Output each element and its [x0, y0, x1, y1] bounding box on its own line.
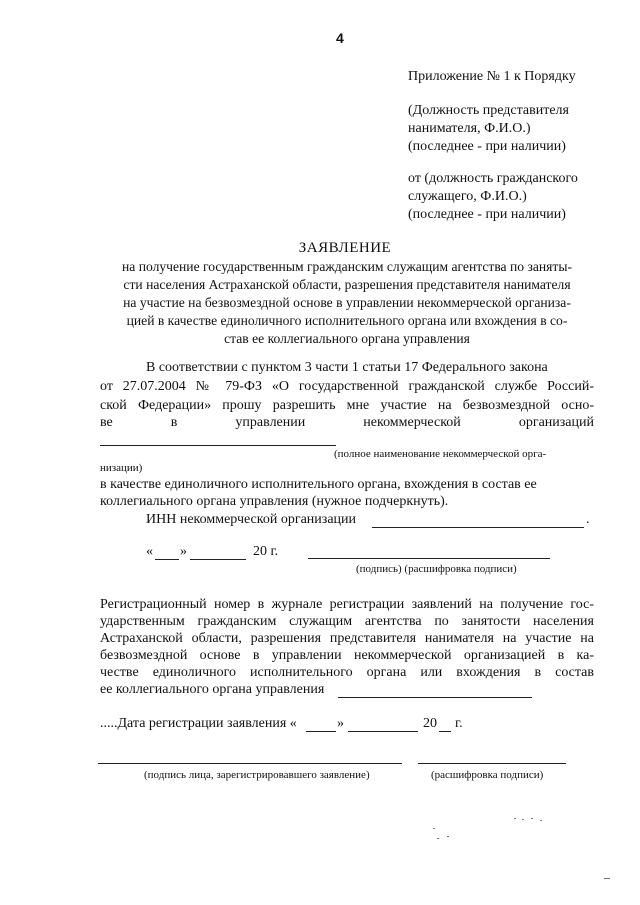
- sender-block: [408, 170, 578, 224]
- reg-date-year: 20: [423, 716, 437, 731]
- body-line: коллегиального органа управления (нужное подчеркнуть).: [100, 494, 449, 509]
- addressee-line: нанимателя, Ф.И.О.): [408, 121, 531, 136]
- subject-line: став ее коллегиального органа управления: [224, 331, 470, 346]
- addressee-block: [408, 102, 569, 156]
- inn-label: ИНН некоммерческой организации: [146, 512, 357, 527]
- body-line: ской Федерации» прошу разрешить мне участие на безвозмездной осно-: [100, 398, 594, 413]
- reg-year-field[interactable]: [439, 731, 451, 732]
- subject-line: на участие на безвозмездной основе в управлении некоммерческой организа-: [123, 295, 571, 310]
- page-number: 4: [336, 30, 344, 46]
- registration-line: ее коллегиального органа управления: [100, 682, 325, 697]
- scan-speck: [604, 878, 610, 879]
- subject-line: цией в качестве единоличного исполнительного органа или вхождения в со-: [126, 313, 568, 328]
- registration-line: Регистрационный номер в журнале регистрации заявлений на получение гос-: [100, 597, 594, 612]
- scan-speck: [447, 836, 449, 837]
- date-close-quote: »: [180, 544, 187, 559]
- registration-line: Астраханской области, разрешения представителя нанимателя на участие на: [100, 631, 594, 646]
- sender-line: служащего, Ф.И.О.): [408, 189, 527, 204]
- reg-month-field[interactable]: [348, 731, 418, 732]
- inn-field[interactable]: [372, 527, 584, 528]
- registrar-signature-field[interactable]: [98, 763, 402, 764]
- registration-line: ударственным гражданским служащим агентства по занятости населения: [100, 614, 594, 629]
- body-line: ве в управлении некоммерческой организаций: [100, 415, 594, 430]
- addressee-line: (Должность представителя: [408, 103, 569, 118]
- scan-speck: [437, 838, 439, 839]
- appendix-reference: Приложение № 1 к Порядку: [408, 69, 576, 84]
- scan-speck: [433, 828, 435, 829]
- scan-speck: [531, 818, 533, 819]
- sender-line: от (должность гражданского: [408, 171, 578, 186]
- body-line: В соответствии с пунктом 3 части 1 статьи 17 Федерального закона: [146, 360, 548, 375]
- registration-line: безвозмездной основе в управлении некоммерческой организацией в ка-: [100, 648, 594, 663]
- org-name-hint: (полное наименование некоммерческой орга-: [334, 448, 547, 460]
- signature-field[interactable]: [308, 558, 550, 559]
- registrar-name-field[interactable]: [418, 763, 566, 764]
- registration-number-field[interactable]: [338, 697, 532, 698]
- registrar-signature-hint: (подпись лица, зарегистрировавшего заявление): [144, 769, 370, 781]
- subject-block: [100, 258, 594, 348]
- day-field[interactable]: [155, 559, 179, 560]
- body-line: от 27.07.2004 № 79-ФЗ «О государственной гражданской службе Россий-: [100, 379, 594, 394]
- org-name-field[interactable]: [100, 445, 336, 446]
- inn-end-dot: .: [586, 512, 590, 527]
- subject-line: сти населения Астраханской области, разрешения представителя нанимателя: [123, 277, 571, 292]
- scan-speck: [522, 819, 524, 820]
- body-line: в качестве единоличного исполнительного органа, вхождения в состав ее: [100, 477, 537, 492]
- signature-hint: (подпись) (расшифровка подписи): [356, 563, 517, 575]
- document-title: ЗАЯВЛЕНИЕ: [298, 240, 392, 256]
- scan-speck: [540, 820, 542, 821]
- month-field[interactable]: [190, 559, 246, 560]
- sender-line: (последнее - при наличии): [408, 207, 566, 222]
- reg-date-close-quote: »: [337, 716, 344, 731]
- scan-speck: [514, 818, 516, 819]
- date-year: 20 г.: [253, 544, 279, 559]
- addressee-line: (последнее - при наличии): [408, 139, 566, 154]
- subject-line: на получение государственным гражданским служащим агентства по заняты-: [121, 259, 572, 274]
- registrar-name-hint: (расшифровка подписи): [431, 769, 544, 781]
- registration-date-label: .....Дата регистрации заявления «: [100, 716, 297, 731]
- reg-date-year-suffix: г.: [455, 716, 463, 731]
- org-name-hint-continued: низации): [100, 462, 143, 474]
- registration-line: честве единоличного исполнительного органа или вхождения в состав: [100, 665, 594, 680]
- date-open-quote: «: [146, 544, 153, 559]
- reg-day-field[interactable]: [306, 731, 336, 732]
